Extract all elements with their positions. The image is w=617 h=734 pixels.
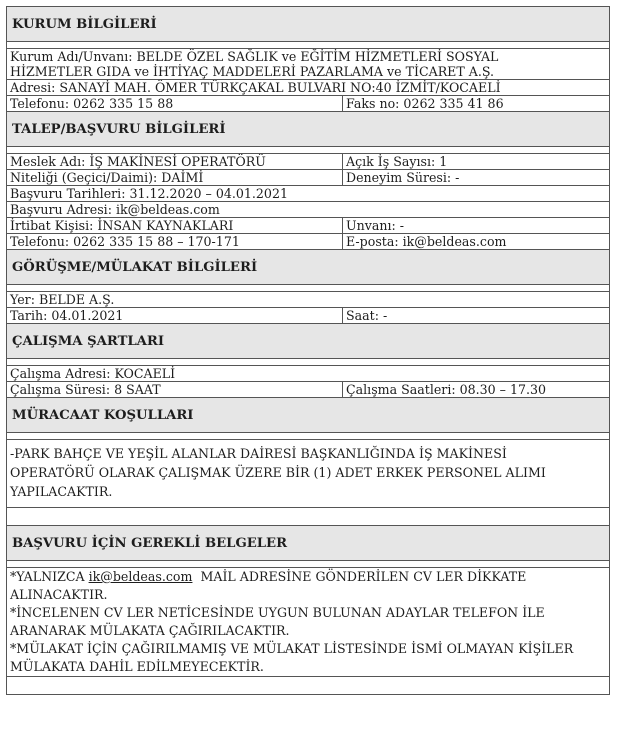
calisma-row — [7, 366, 610, 382]
muracaat-line: YAPILACAKTIR. — [10, 484, 113, 499]
section-title: TALEP/BAŞVURU BİLGİLERİ — [7, 112, 610, 147]
section-kurum-header — [7, 7, 610, 42]
talep-eposta: E-posta: ik@beldeas.com — [343, 234, 610, 250]
meslek-adi: Meslek Adı: İŞ MAKİNESİ OPERATÖRÜ — [7, 154, 343, 170]
deneyim-suresi: Deneyim Süresi: - — [343, 170, 610, 186]
spacer-row — [7, 147, 610, 154]
basvuru-tarihleri: Başvuru Tarihleri: 31.12.2020 – 04.01.2021 — [7, 186, 610, 202]
calisma-suresi: Çalışma Süresi: 8 SAAT — [7, 382, 343, 398]
kurum-phone: Telefonu: 0262 335 15 88 — [7, 96, 343, 112]
gorusme-yer: Yer: BELDE A.Ş. — [7, 292, 610, 308]
kurum-name-line1: Kurum Adı/Unvanı: BELDE ÖZEL SAĞLIK ve EĞİTİM HİZMETLERİ SOSYAL — [10, 49, 499, 64]
kurum-fax: Faks no: 0262 335 41 86 — [343, 96, 610, 112]
spacer-row — [7, 42, 610, 49]
belge-item: *İNCELENEN CV LER NETİCESİNDE UYGUN BULUNAN ADAYLAR TELEFON İLE — [10, 605, 545, 620]
form-table — [6, 6, 610, 695]
talep-row — [7, 154, 610, 170]
belge-item: *YALNIZCA ik@beldeas.com MAİL ADRESİNE GÖNDERİLEN CV LER DİKKATE — [10, 569, 527, 584]
section-title: BAŞVURU İÇİN GEREKLİ BELGELER — [7, 526, 610, 561]
blank-row — [7, 508, 610, 526]
gorusme-row — [7, 308, 610, 324]
muracaat-line: OPERATÖRÜ OLARAK ÇALIŞMAK ÜZERE BİR (1) ADET ERKEK PERSONEL ALIMI — [10, 465, 546, 480]
talep-telefon: Telefonu: 0262 335 15 88 – 170-171 — [7, 234, 343, 250]
section-belgeler-header — [7, 526, 610, 561]
belge-item-cont: ALINACAKTIR. — [10, 587, 108, 602]
section-title: ÇALIŞMA ŞARTLARI — [7, 324, 610, 359]
section-title: MÜRACAAT KOŞULLARI — [7, 398, 610, 433]
email-link[interactable]: ik@beldeas.com — [88, 569, 193, 584]
basvuru-adresi: Başvuru Adresi: ik@beldeas.com — [7, 202, 610, 218]
spacer-row — [7, 285, 610, 292]
spacer-row — [7, 433, 610, 440]
section-title: KURUM BİLGİLERİ — [7, 7, 610, 42]
muracaat-line: -PARK BAHÇE VE YEŞİL ALANLAR DAİRESİ BAŞKANLIĞINDA İŞ MAKİNESİ — [10, 446, 507, 461]
gorusme-row — [7, 292, 610, 308]
section-muracaat-header — [7, 398, 610, 433]
gorusme-saat: Saat: - — [343, 308, 610, 324]
kurum-name-line2: HİZMETLER GIDA ve İHTİYAÇ MADDELERİ PAZARLAMA ve TİCARET A.Ş. — [10, 64, 495, 79]
kurum-name-row — [7, 49, 610, 80]
gorusme-tarih: Tarih: 04.01.2021 — [7, 308, 343, 324]
job-posting-form — [6, 6, 609, 695]
acik-is-sayisi: Açık İş Sayısı: 1 — [343, 154, 610, 170]
talep-row — [7, 202, 610, 218]
talep-row — [7, 218, 610, 234]
spacer-row — [7, 561, 610, 568]
talep-row — [7, 186, 610, 202]
calisma-adresi: Çalışma Adresi: KOCAELİ — [7, 366, 610, 382]
irtibat-kisisi: İrtibat Kişisi: İNSAN KAYNAKLARI — [7, 218, 343, 234]
belge-item: *MÜLAKAT İÇİN ÇAĞIRILMAMIŞ VE MÜLAKAT LİSTESİNDE İSMİ OLMAYAN KİŞİLER — [10, 641, 574, 656]
unvani: Unvanı: - — [343, 218, 610, 234]
blank-row — [7, 677, 610, 695]
talep-row — [7, 170, 610, 186]
belgeler-row — [7, 568, 610, 677]
kurum-contact-row — [7, 96, 610, 112]
kurum-address-row — [7, 80, 610, 96]
section-title: GÖRÜŞME/MÜLAKAT BİLGİLERİ — [7, 250, 610, 285]
belge-item-cont: MÜLAKATA DAHİL EDİLMEYECEKTİR. — [10, 659, 264, 674]
niteligi: Niteliği (Geçici/Daimi): DAİMİ — [7, 170, 343, 186]
talep-row — [7, 234, 610, 250]
kurum-address: Adresi: SANAYİ MAH. ÖMER TÜRKÇAKAL BULVARI NO:40 İZMİT/KOCAELİ — [7, 80, 610, 96]
section-gorusme-header — [7, 250, 610, 285]
spacer-row — [7, 359, 610, 366]
calisma-row — [7, 382, 610, 398]
section-calisma-header — [7, 324, 610, 359]
calisma-saatleri: Çalışma Saatleri: 08.30 – 17.30 — [343, 382, 610, 398]
belge-item-cont: ARANARAK MÜLAKATA ÇAĞIRILACAKTIR. — [10, 623, 290, 638]
section-talep-header — [7, 112, 610, 147]
muracaat-row — [7, 440, 610, 508]
